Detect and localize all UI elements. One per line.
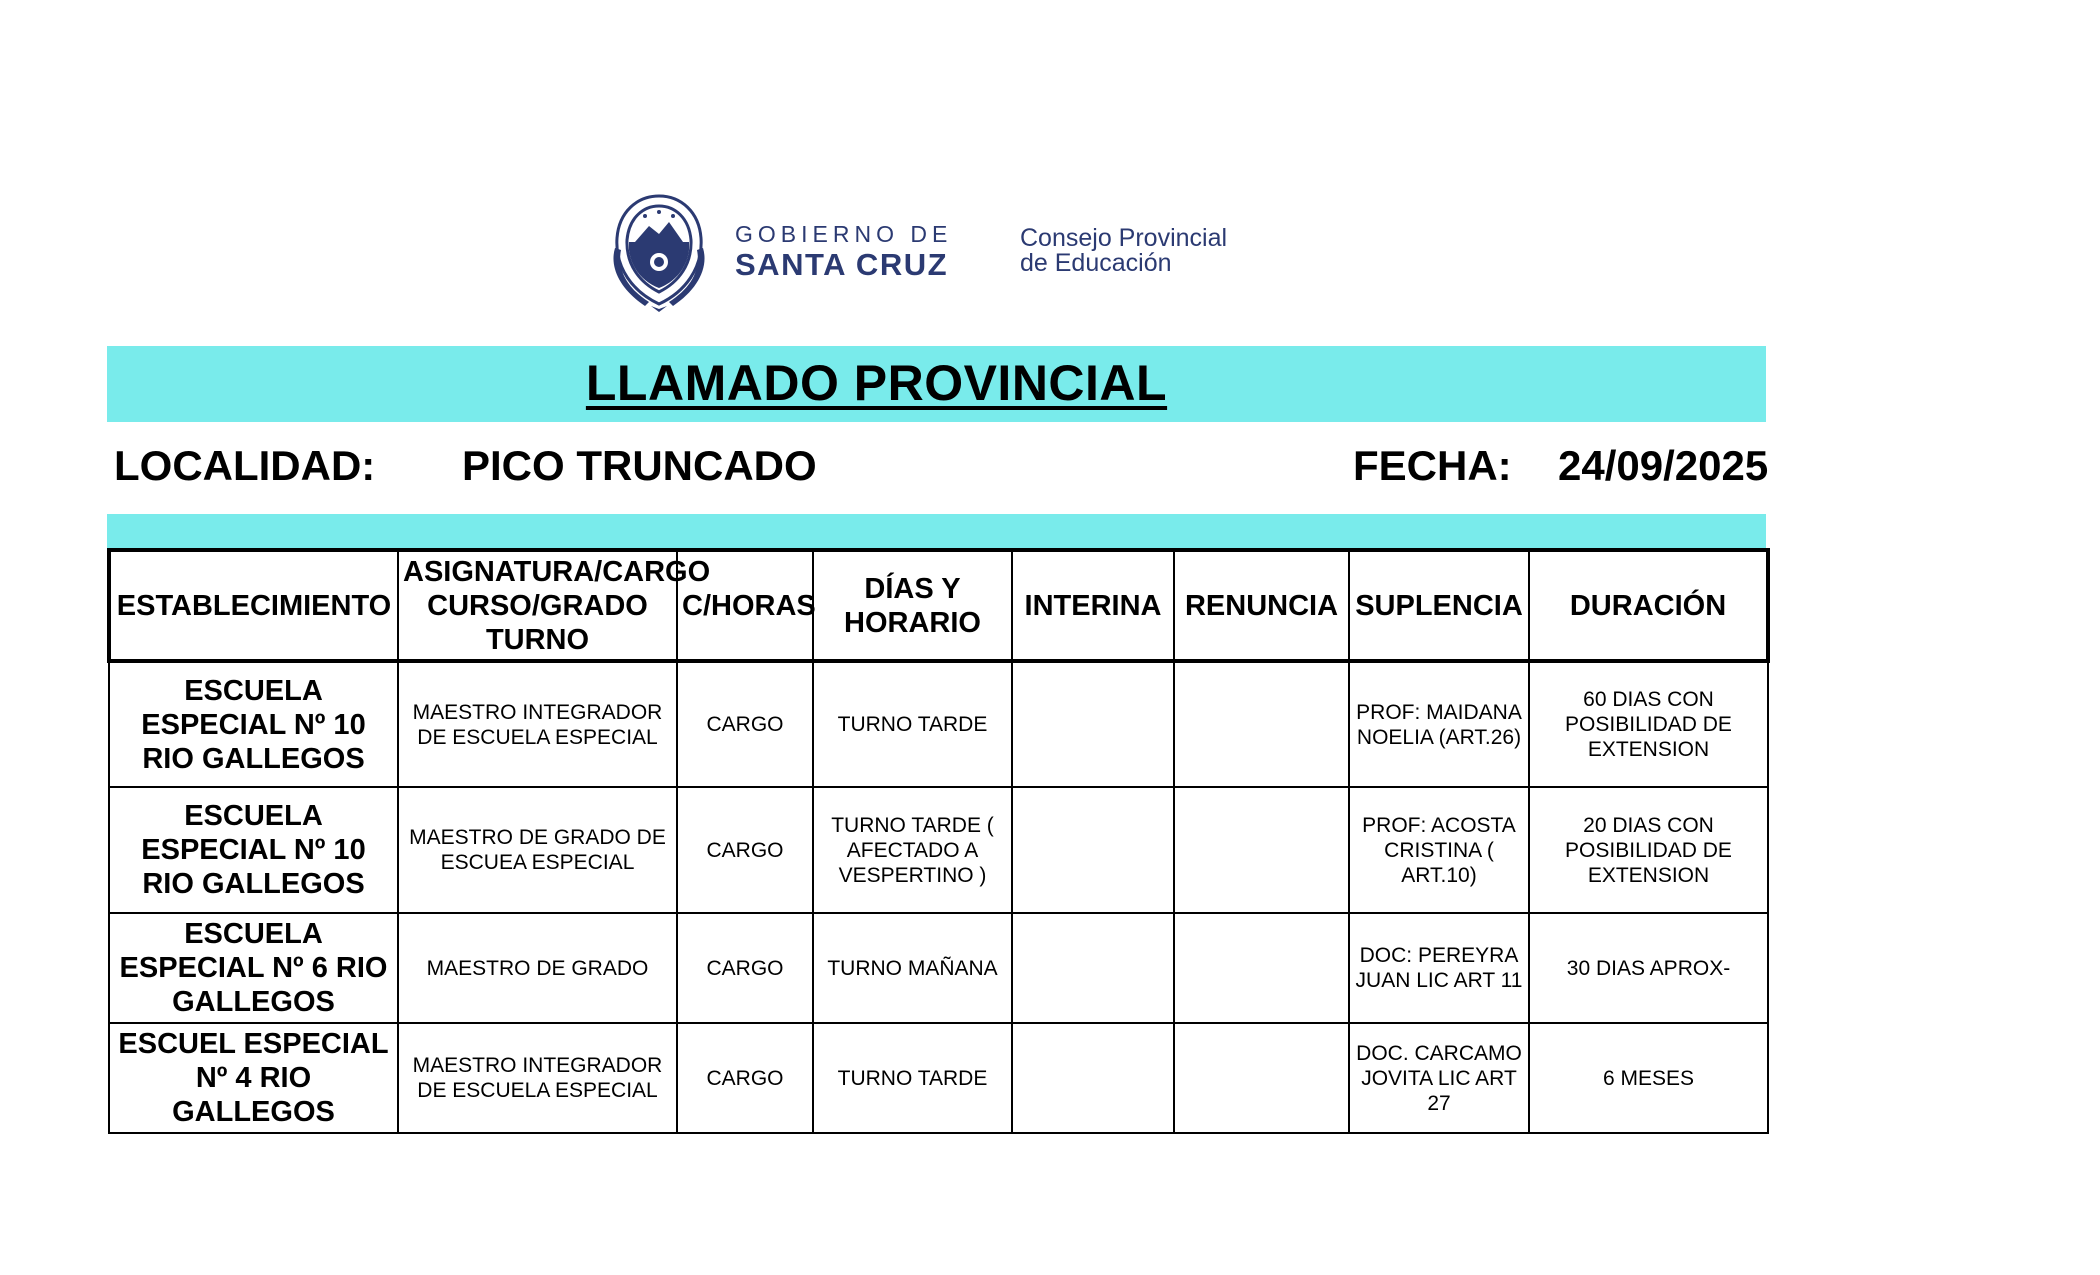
cell-interina (1012, 1023, 1174, 1133)
government-name (735, 220, 952, 282)
cell-renuncia (1174, 913, 1349, 1023)
table-row (109, 661, 1768, 787)
header-interina: INTERINA (1012, 550, 1174, 661)
gov-line2: SANTA CRUZ (735, 246, 949, 282)
table-header-row (109, 550, 1768, 661)
header-dias-horario: DÍAS Y HORARIO (813, 550, 1012, 661)
cell-interina (1012, 661, 1174, 787)
cell-suplencia: DOC. CARCAMO JOVITA LIC ART 27 (1349, 1023, 1529, 1133)
cell-establecimiento: ESCUELA ESPECIAL Nº 6 RIO GALLEGOS (109, 913, 398, 1023)
cell-suplencia: PROF: MAIDANA NOELIA (ART.26) (1349, 661, 1529, 787)
santa-cruz-crest-icon (605, 188, 713, 313)
table-row (109, 787, 1768, 913)
vacancies-table (107, 548, 1770, 1134)
date-value: 24/09/2025 (1558, 442, 1769, 489)
cell-suplencia: DOC: PEREYRA JUAN LIC ART 11 (1349, 913, 1529, 1023)
council-name (1020, 226, 1227, 276)
cell-dias-horario: TURNO TARDE (813, 1023, 1012, 1133)
cell-dias-horario: TURNO TARDE (813, 661, 1012, 787)
header-asignatura: ASIGNATURA/CARGO CURSO/GRADO TURNO (398, 550, 677, 661)
cell-choras: CARGO (677, 913, 813, 1023)
date-label: FECHA: (1353, 442, 1512, 489)
gov-line1: GOBIERNO DE (735, 220, 953, 247)
header-renuncia: RENUNCIA (1174, 550, 1349, 661)
cell-asignatura: MAESTRO DE GRADO DE ESCUEA ESPECIAL (398, 787, 677, 913)
cell-choras: CARGO (677, 787, 813, 913)
header-choras: C/HORAS (677, 550, 813, 661)
cell-interina (1012, 913, 1174, 1023)
header-establecimiento: ESTABLECIMIENTO (109, 550, 398, 661)
cell-asignatura: MAESTRO INTEGRADOR DE ESCUELA ESPECIAL (398, 661, 677, 787)
cell-duracion: 6 MESES (1529, 1023, 1768, 1133)
locality-label: LOCALIDAD: (114, 442, 376, 489)
table-row (109, 1023, 1768, 1133)
table-row (109, 913, 1768, 1023)
cell-duracion: 60 DIAS CON POSIBILIDAD DE EXTENSION (1529, 661, 1768, 787)
title-band (107, 346, 1766, 422)
cell-renuncia (1174, 787, 1349, 913)
cell-choras: CARGO (677, 661, 813, 787)
locality-value: PICO TRUNCADO (462, 442, 817, 489)
government-logo (605, 188, 952, 313)
cell-establecimiento: ESCUELA ESPECIAL Nº 10 RIO GALLEGOS (109, 661, 398, 787)
separator-band (107, 514, 1766, 548)
cell-interina (1012, 787, 1174, 913)
document-title: LLAMADO PROVINCIAL (585, 355, 1168, 411)
cell-renuncia (1174, 1023, 1349, 1133)
cell-establecimiento: ESCUELA ESPECIAL Nº 10 RIO GALLEGOS (109, 787, 398, 913)
cell-dias-horario: TURNO MAÑANA (813, 913, 1012, 1023)
cell-asignatura: MAESTRO INTEGRADOR DE ESCUELA ESPECIAL (398, 1023, 677, 1133)
cell-duracion: 20 DIAS CON POSIBILIDAD DE EXTENSION (1529, 787, 1768, 913)
cell-suplencia: PROF: ACOSTA CRISTINA ( ART.10) (1349, 787, 1529, 913)
cell-dias-horario: TURNO TARDE ( AFECTADO A VESPERTINO ) (813, 787, 1012, 913)
header-duracion: DURACIÓN (1529, 550, 1768, 661)
council-line2: de Educación (1020, 249, 1172, 277)
header-suplencia: SUPLENCIA (1349, 550, 1529, 661)
council-line1: Consejo Provincial (1020, 224, 1228, 252)
cell-renuncia (1174, 661, 1349, 787)
cell-asignatura: MAESTRO DE GRADO (398, 913, 677, 1023)
cell-establecimiento: ESCUEL ESPECIAL Nº 4 RIO GALLEGOS (109, 1023, 398, 1133)
cell-duracion: 30 DIAS APROX- (1529, 913, 1768, 1023)
cell-choras: CARGO (677, 1023, 813, 1133)
